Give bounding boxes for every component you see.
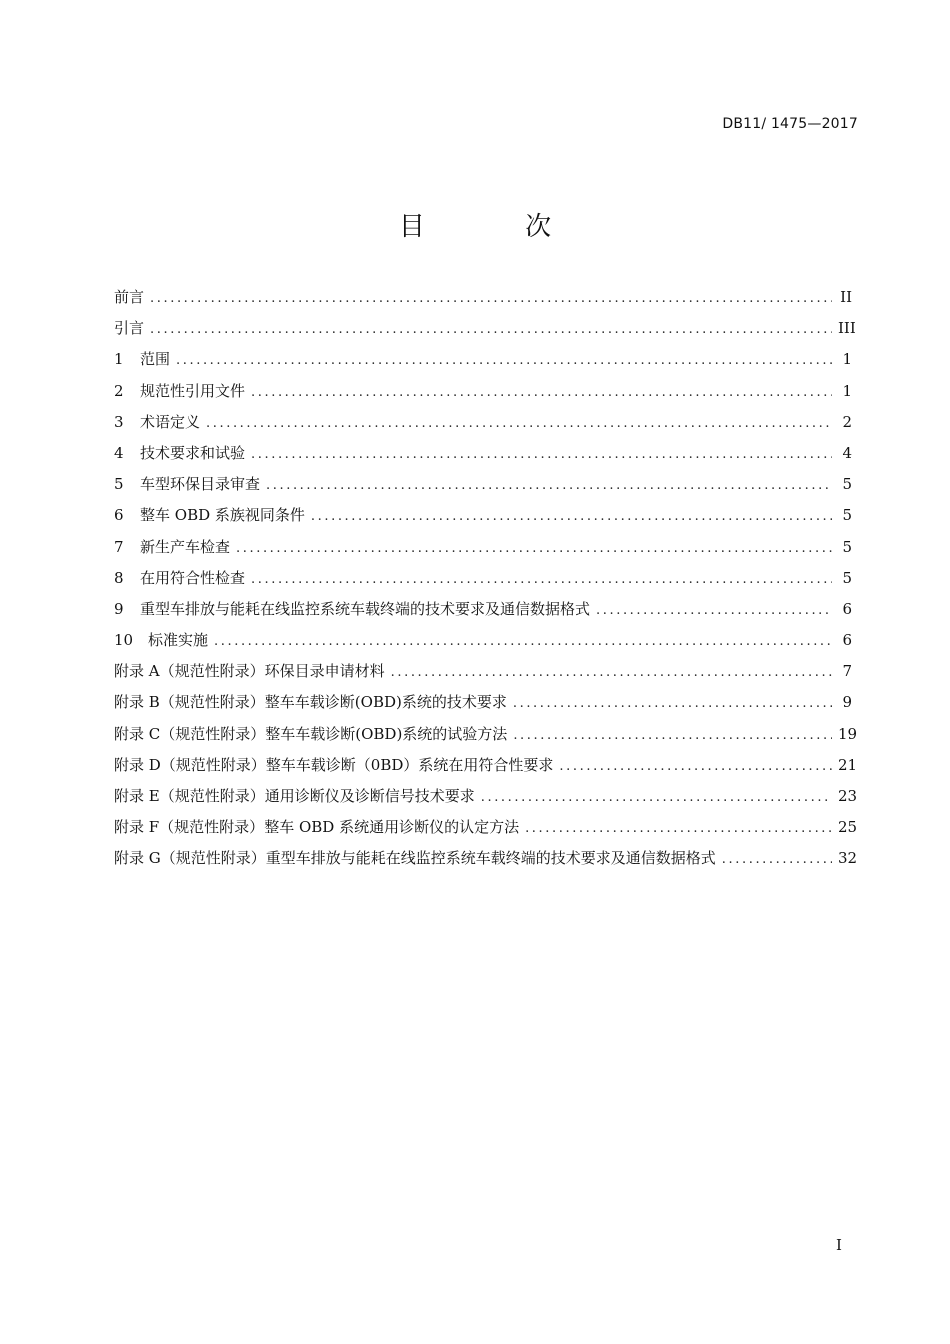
toc-entry-label: 标准实施 [148,631,209,650]
toc-entry-label: 整车车载诊断（0BD）系统在用符合性要求 [265,755,554,774]
leader-dots [236,541,832,556]
toc-entry-number: 3 [114,412,124,431]
toc-entry-number: 2 [114,381,124,400]
toc-annex-tag: 附录 G（规范性附录） [114,849,266,868]
toc-entry-2[interactable] [114,380,852,411]
toc-annex-tag: 附录 A（规范性附录） [114,662,265,681]
toc-annex-tag: 附录 D（规范性附录） [114,755,266,774]
toc-entry-page: 5 [842,537,852,556]
toc-entry-number: 9 [114,599,124,618]
toc-entry-label: 新生产车检查 [140,537,231,556]
leader-dots [266,478,832,493]
toc-entry-9[interactable] [114,598,852,629]
toc-entry-number: 7 [114,537,124,556]
leader-dots [214,634,832,649]
toc-entry-page: II [840,288,852,306]
leader-dots [513,728,832,743]
toc-entry-page: 32 [838,849,858,868]
toc-entry-label: 整车 OBD 系统通用诊断仪的认定方法 [264,818,520,837]
toc-entry-label: 车型环保目录审查 [140,475,261,494]
toc-entry-number: 5 [114,475,124,494]
toc-entry-page: 2 [842,412,852,431]
toc-entry-page: 25 [838,818,858,837]
toc-entry-label: 技术要求和试验 [140,443,246,462]
toc-annex-tag: 附录 B（规范性附录） [114,693,265,712]
page-number: I [836,1236,842,1254]
toc-entry-page: 6 [842,599,852,618]
page-title: 目 次 [398,212,598,242]
toc-entry-page: III [838,319,856,338]
toc-entry-number: 8 [114,568,124,587]
leader-dots [176,353,832,368]
toc-annex-tag: 附录 E（规范性附录） [114,787,265,805]
toc-entry-foreword[interactable] [114,286,852,317]
toc-annex-tag: 附录 F（规范性附录） [114,818,265,837]
toc-entry-annex-c[interactable] [114,723,858,754]
toc-annex-tag: 附录 C（规范性附录） [114,724,266,743]
toc-entry-label: 在用符合性检查 [140,568,246,587]
toc-entry-number: 4 [114,443,124,462]
leader-dots [596,603,832,618]
toc-entry-label: 通用诊断仪及诊断信号技术要求 [264,787,475,805]
leader-dots [206,416,832,431]
toc-entry-label: 前言 [114,288,145,306]
toc-entry-label: 引言 [114,319,145,338]
toc-entry-annex-g[interactable] [114,847,858,878]
leader-dots [391,665,832,680]
toc-entry-page: 1 [842,350,852,369]
toc-entry-5[interactable] [114,473,852,504]
toc-entry-number: 1 [114,350,124,369]
toc-entry-10[interactable] [114,629,852,660]
toc-entry-page: 21 [838,755,858,774]
toc-entry-page: 5 [842,568,852,587]
toc-entry-annex-a[interactable] [114,660,852,691]
leader-dots [722,852,832,867]
leader-dots [525,821,832,836]
toc-entry-page: 7 [842,662,852,681]
leader-dots [311,509,832,524]
leader-dots [481,790,832,805]
toc-entry-label: 整车车载诊断(OBD)系统的技术要求 [264,693,507,712]
leader-dots [513,696,832,711]
toc-entry-page: 19 [838,724,858,743]
toc-entry-annex-d[interactable] [114,754,858,785]
toc-entry-label: 范围 [140,350,171,369]
toc-entry-page: 5 [842,475,852,494]
toc-entry-page: 4 [842,443,852,462]
toc-entry-label: 术语定义 [140,412,201,431]
toc-entry-page: 5 [842,506,852,525]
leader-dots [251,385,832,400]
leader-dots [559,759,832,774]
table-of-contents [114,286,858,879]
toc-entry-introduction[interactable] [114,317,856,348]
toc-entry-page: 9 [842,693,852,712]
toc-entry-number: 10 [114,631,134,650]
toc-entry-label: 重型车排放与能耗在线监控系统车载终端的技术要求及通信数据格式 [265,849,716,868]
toc-entry-label: 环保目录申请材料 [264,662,385,681]
toc-entry-annex-b[interactable] [114,691,852,722]
standard-code: DB11/ 1475—2017 [722,116,858,132]
toc-entry-1[interactable] [114,348,852,379]
leader-dots [150,291,832,306]
toc-entry-3[interactable] [114,411,852,442]
toc-entry-annex-e[interactable] [114,785,858,816]
toc-entry-page: 6 [842,631,852,650]
toc-entry-number: 6 [114,506,124,525]
toc-entry-6[interactable] [114,504,852,535]
toc-entry-label: 整车车载诊断(OBD)系统的试验方法 [265,724,508,743]
toc-entry-7[interactable] [114,536,852,567]
toc-entry-4[interactable] [114,442,852,473]
toc-entry-label: 规范性引用文件 [140,381,246,400]
toc-entry-label: 整车 OBD 系族视同条件 [140,506,305,525]
toc-entry-page: 1 [842,381,852,400]
toc-entry-page: 23 [838,787,858,805]
leader-dots [251,447,832,462]
toc-entry-8[interactable] [114,567,852,598]
leader-dots [251,572,832,587]
toc-entry-annex-f[interactable] [114,816,858,847]
leader-dots [150,322,832,337]
toc-entry-label: 重型车排放与能耗在线监控系统车载终端的技术要求及通信数据格式 [140,599,591,618]
